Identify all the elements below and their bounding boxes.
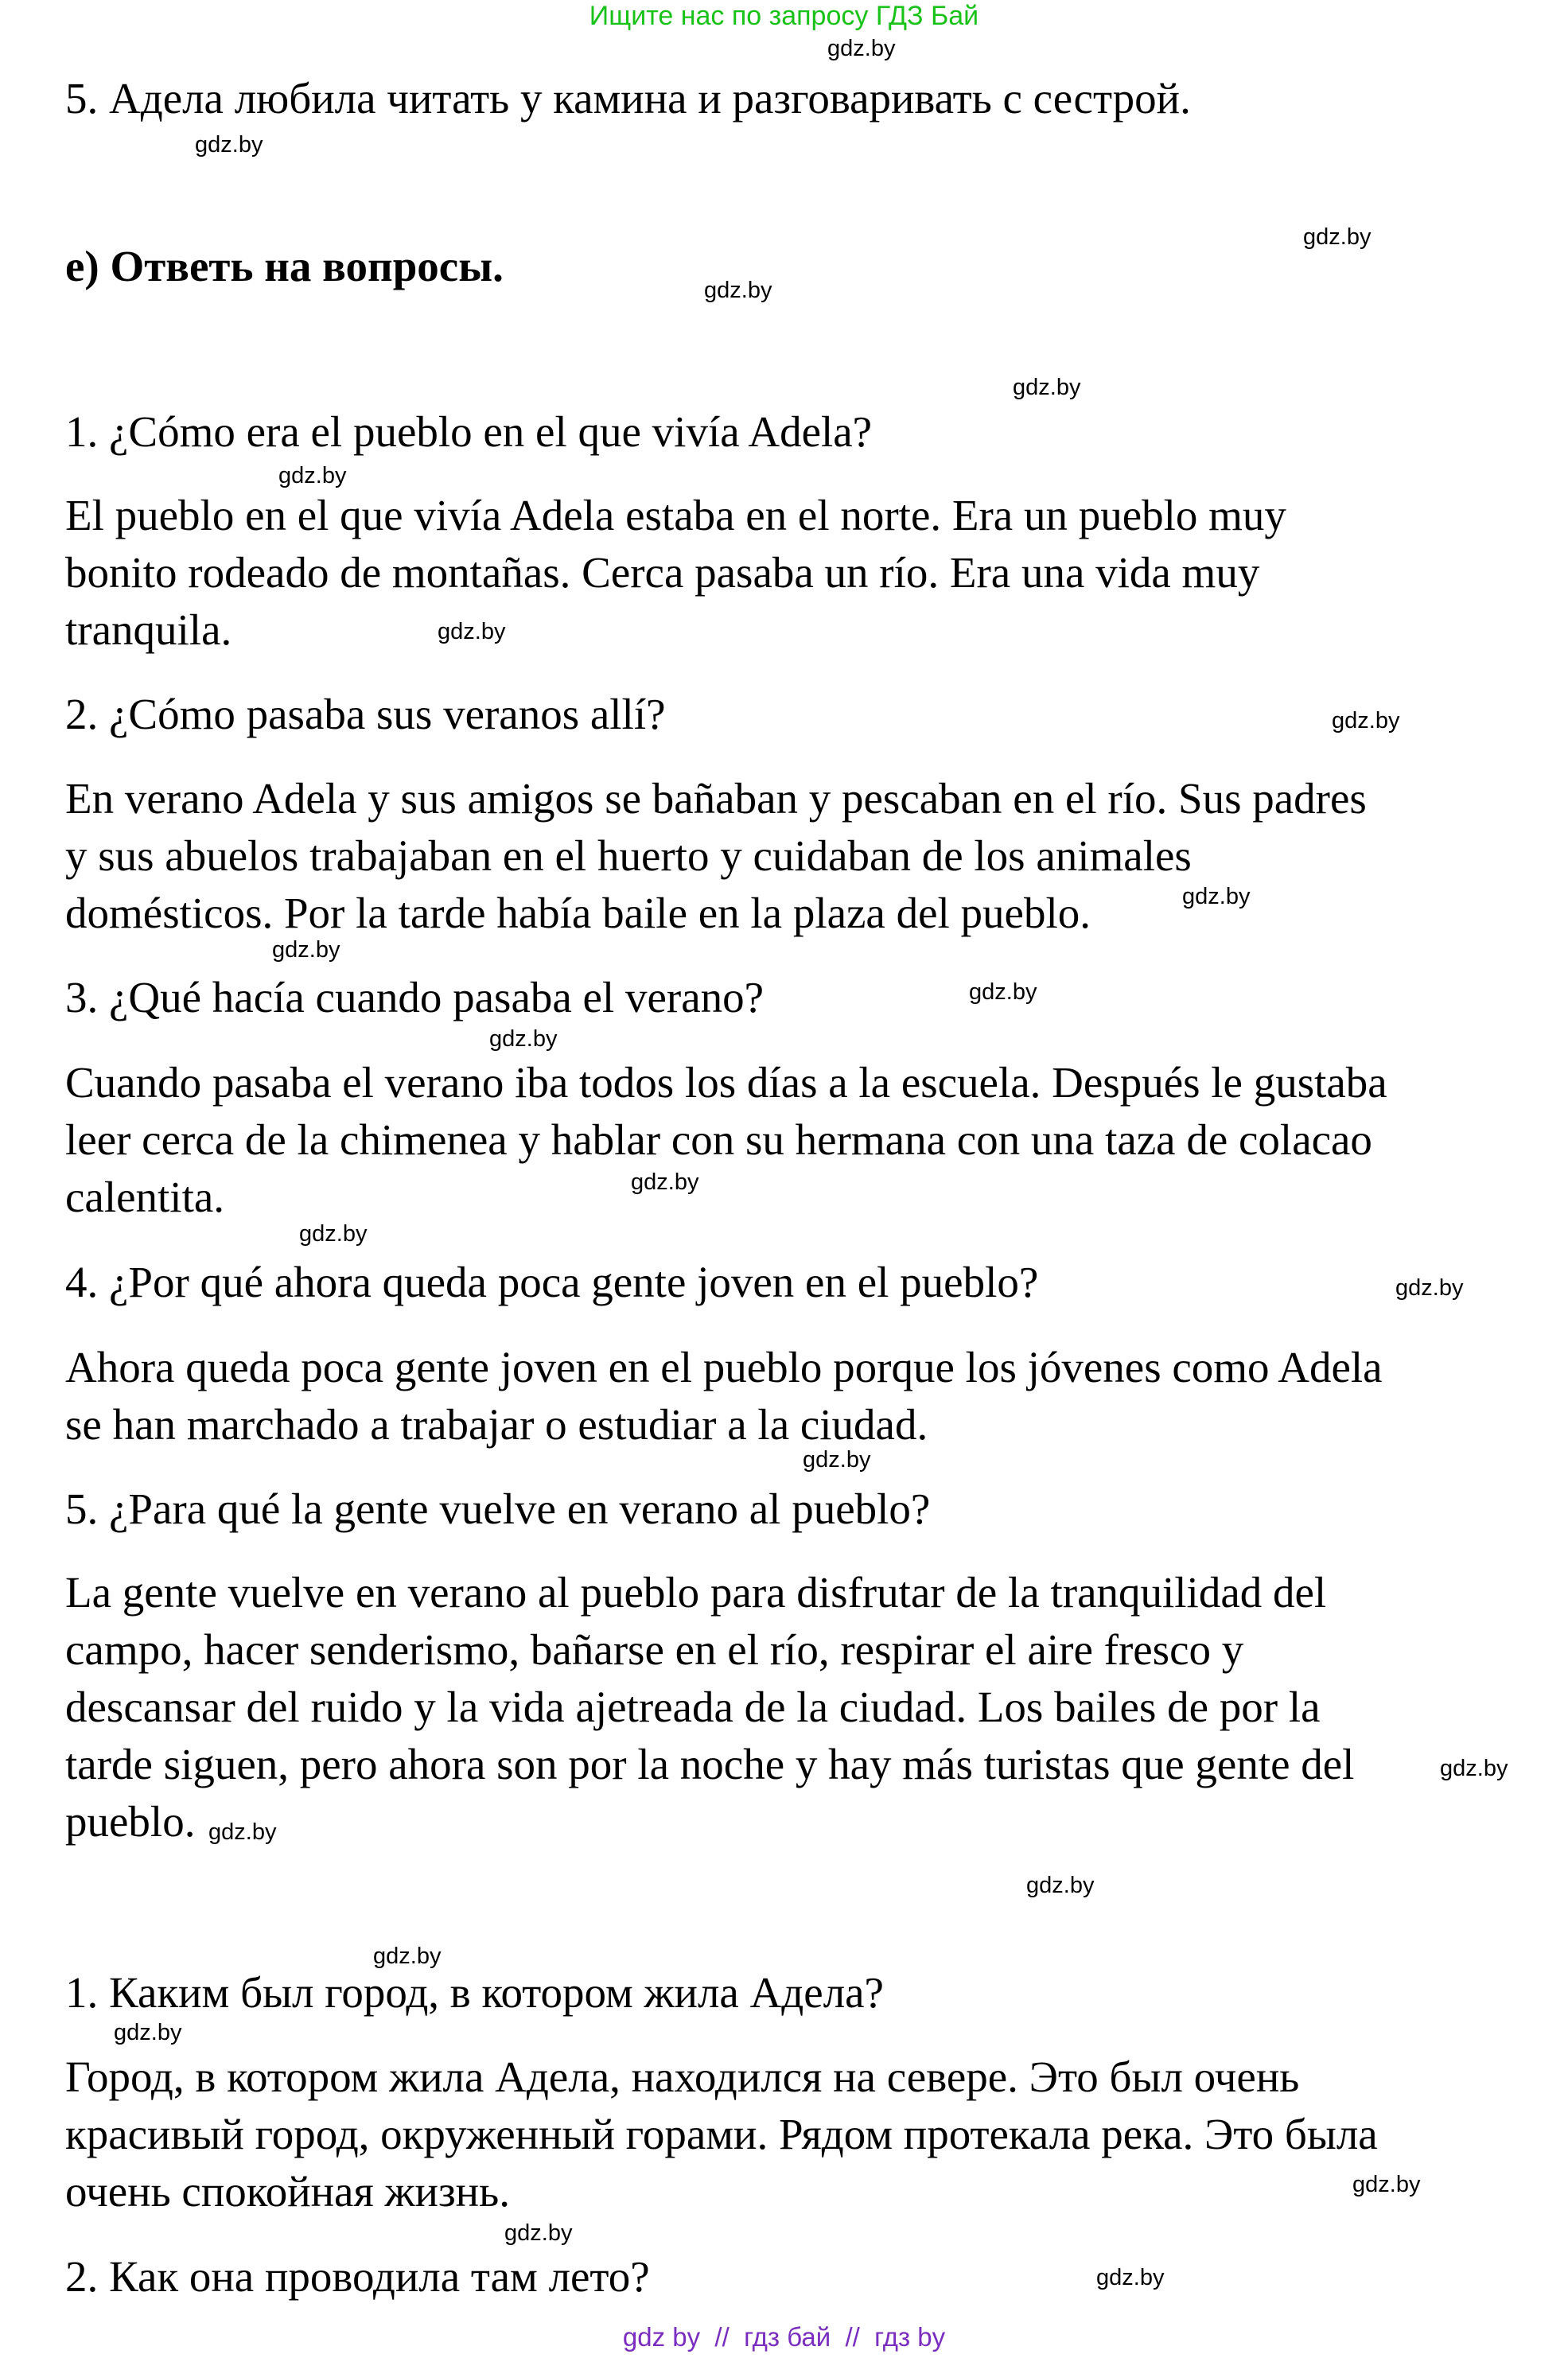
es-answer-3-line: leer cerca de la chimenea y hablar con su hermana con una taza de colacao	[65, 1115, 1372, 1164]
watermark: gdz.by	[1026, 1873, 1095, 1898]
watermark: gdz.by	[114, 2020, 182, 2045]
watermark: gdz.by	[278, 463, 347, 488]
watermark: gdz.by	[1013, 375, 1081, 400]
section-heading: е) Ответь на вопросы.	[65, 242, 504, 290]
ru-answer-1-line: Город, в котором жила Адела, находился на севере. Это был очень	[65, 2053, 1300, 2101]
es-question-2: 2. ¿Cómo pasaba sus veranos allí?	[65, 690, 666, 738]
watermark: gdz.by	[272, 937, 340, 963]
ru-answer-1-line: очень спокойная жизнь.	[65, 2167, 510, 2216]
intro-line: 5. Адела любила читать у камина и разговаривать с сестрой.	[65, 74, 1191, 123]
watermark: gdz.by	[969, 979, 1037, 1005]
es-answer-2-line: En verano Adela y sus amigos se bañaban y pescaban en el río. Sus padres	[65, 774, 1367, 823]
footer-links	[0, 2321, 1568, 2353]
watermark: gdz.by	[489, 1026, 558, 1052]
footer-separator: //	[700, 2322, 745, 2352]
watermark: gdz.by	[1182, 884, 1251, 909]
es-answer-4-line: se han marchado a trabajar o estudiar a la ciudad.	[65, 1400, 928, 1449]
es-answer-4-line: Ahora queda poca gente joven en el pueblo porque los jóvenes como Adela	[65, 1343, 1383, 1391]
watermark: gdz.by	[1332, 708, 1400, 733]
watermark: gdz.by	[504, 2220, 573, 2246]
watermark: gdz.by	[631, 1169, 699, 1195]
watermark: gdz.by	[438, 619, 506, 644]
es-answer-1-line: bonito rodeado de montañas. Cerca pasaba un río. Era una vida muy	[65, 548, 1260, 597]
es-question-5: 5. ¿Para qué la gente vuelve en verano al pueblo?	[65, 1484, 931, 1533]
watermark: gdz.by	[803, 1447, 871, 1473]
watermark: gdz.by	[195, 132, 263, 158]
es-answer-2-line: y sus abuelos trabajaban en el huerto y cuidaban de los animales	[65, 831, 1192, 880]
footer-link-gdz-by[interactable]: gdz by	[622, 2322, 701, 2352]
es-answer-1-line: tranquila.	[65, 605, 232, 654]
es-answer-5-line: tarde siguen, pero ahora son por la noche y hay más turistas que gente del	[65, 1740, 1355, 1788]
es-answer-3-line: calentita.	[65, 1173, 225, 1221]
watermark: gdz.by	[1303, 224, 1372, 250]
es-answer-2-line: domésticos. Por la tarde había baile en la plaza del pueblo.	[65, 889, 1091, 937]
es-question-1: 1. ¿Cómo era el pueblo en el que vivía Adela?	[65, 407, 873, 456]
es-answer-1-line: El pueblo en el que vivía Adela estaba en el norte. Era un pueblo muy	[65, 491, 1286, 539]
watermark: gdz.by	[299, 1221, 368, 1247]
watermark: gdz.by	[1352, 2172, 1421, 2197]
watermark: gdz.by	[827, 36, 896, 61]
watermark: gdz.by	[704, 278, 772, 303]
watermark: gdz.by	[1096, 2265, 1165, 2290]
es-question-4: 4. ¿Por qué ahora queda poca gente joven en el pueblo?	[65, 1258, 1039, 1306]
watermark: gdz.by	[373, 1944, 442, 1969]
ru-question-1: 1. Каким был город, в котором жила Адела?	[65, 1968, 884, 2017]
es-answer-5-line: campo, hacer senderismo, bañarse en el río, respirar el aire fresco y	[65, 1625, 1244, 1674]
watermark: gdz.by	[1440, 1756, 1508, 1781]
ru-question-2: 2. Как она проводила там лето?	[65, 2252, 650, 2301]
es-answer-3-line: Cuando pasaba el verano iba todos los días a la escuela. Después le gustaba	[65, 1058, 1387, 1107]
watermark: gdz.by	[208, 1819, 277, 1845]
ru-answer-1-line: красивый город, окруженный горами. Рядом протекала река. Это была	[65, 2110, 1378, 2158]
es-answer-5-line: La gente vuelve en verano al pueblo para disfrutar de la tranquilidad del	[65, 1568, 1327, 1617]
es-answer-5-line: pueblo.	[65, 1797, 196, 1846]
footer-separator: //	[831, 2322, 875, 2352]
footer-link-gdz-by-ru[interactable]: гдз by	[874, 2322, 946, 2352]
es-answer-5-line: descansar del ruido y la vida ajetreada de la ciudad. Los bailes de por la	[65, 1683, 1321, 1731]
es-question-3: 3. ¿Qué hacía cuando pasaba el verano?	[65, 973, 765, 1021]
watermark: gdz.by	[1395, 1275, 1464, 1301]
footer-link-gdz-bai[interactable]: гдз бай	[744, 2322, 831, 2352]
search-banner[interactable]: Ищите нас по запросу ГДЗ Бай	[589, 1, 979, 31]
